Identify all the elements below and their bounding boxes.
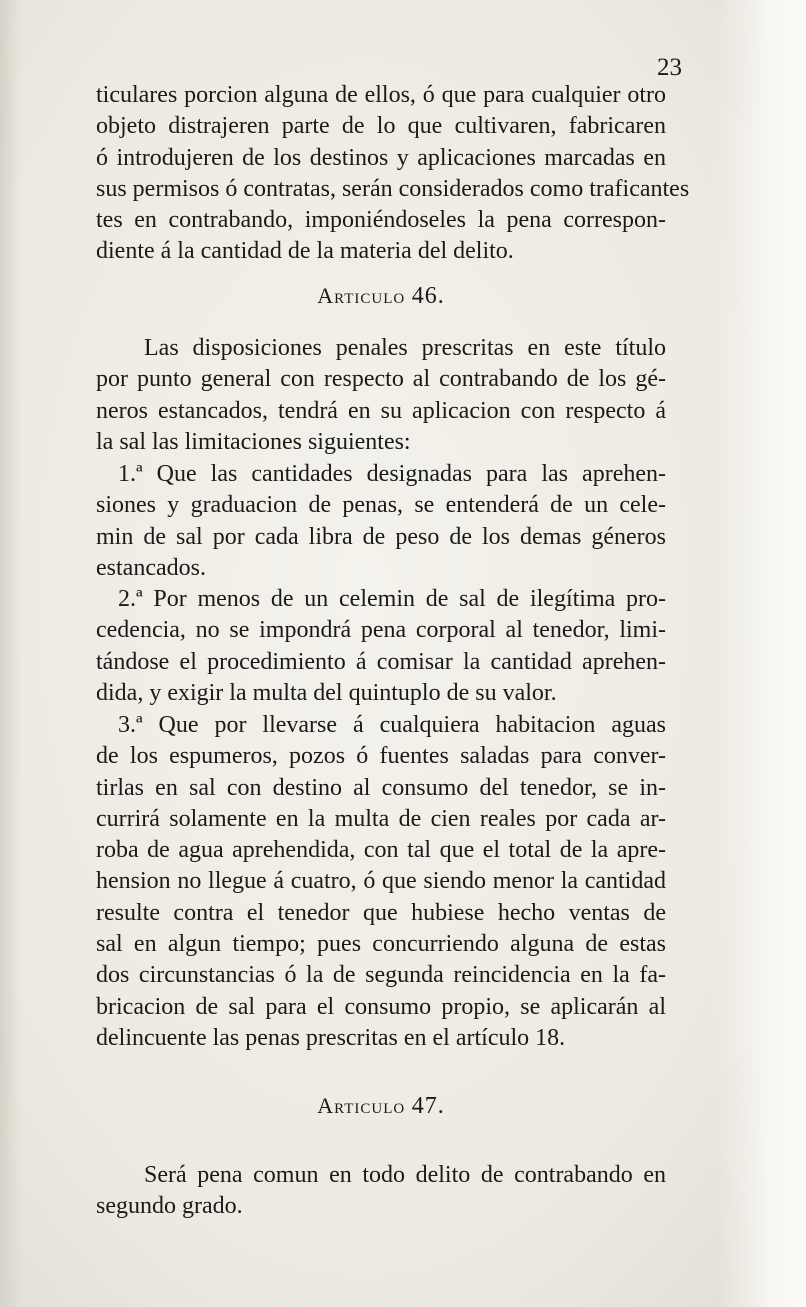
text-line: diente á la cantidad de la materia del delito. bbox=[96, 238, 514, 265]
article-47-heading bbox=[96, 1093, 666, 1120]
paragraph-continuation bbox=[96, 80, 690, 268]
text-line: currirá solamente en la multa de cien reales por cada ar- bbox=[96, 805, 666, 832]
text-line: siones y graduacion de penas, se entenderá de un cele- bbox=[96, 492, 666, 519]
text-line: resulte contra el tenedor que hubiese hecho ventas de bbox=[96, 899, 666, 926]
text-line: tirlas en sal con destino al consumo del tenedor, se in- bbox=[96, 774, 666, 801]
article-number: 47. bbox=[411, 1093, 445, 1119]
text-line: delincuente las penas prescritas en el artículo 18. bbox=[96, 1024, 566, 1051]
text-line: sus permisos ó contratas, serán considerados como traficantes bbox=[96, 175, 690, 202]
text-line: min de sal por cada libra de peso de los demas géneros bbox=[96, 523, 666, 550]
text-line: dos circunstancias ó la de segunda reincidencia en la fa- bbox=[96, 962, 666, 989]
text-line: roba de agua aprehendida, con tal que el total de la apre- bbox=[96, 837, 666, 864]
article-46-item-2 bbox=[96, 584, 666, 709]
text-line: Será pena comun en todo delito de contrabando en bbox=[144, 1162, 666, 1188]
text-line: 3.ª Que por llevarse á cualquiera habitacion aguas bbox=[118, 712, 666, 738]
text-line: 2.ª Por menos de un celemin de sal de ilegítima pro- bbox=[118, 586, 666, 612]
text-line: bricacion de sal para el consumo propio, se aplicarán al bbox=[96, 993, 666, 1020]
text-line: la sal las limitaciones siguientes: bbox=[96, 428, 411, 455]
text-line: estancados. bbox=[96, 554, 206, 581]
text-line: 1.ª Que las cantidades designadas para las aprehen- bbox=[118, 461, 666, 487]
text-line: segundo grado. bbox=[96, 1193, 243, 1220]
page-number: 23 bbox=[657, 54, 682, 81]
text-line: cedencia, no se impondrá pena corporal al tenedor, limi- bbox=[96, 617, 666, 644]
article-number: 46. bbox=[411, 283, 445, 309]
article-47-text bbox=[96, 1160, 666, 1223]
text-line: dida, y exigir la multa del quintuplo de su valor. bbox=[96, 679, 557, 706]
page-edge-light bbox=[716, 0, 806, 1307]
article-label: Articulo bbox=[317, 1093, 406, 1118]
text-line: hension no llegue á cuatro, ó que siendo menor la cantidad bbox=[96, 868, 666, 895]
text-line: Las disposiciones penales prescritas en este título bbox=[144, 335, 666, 361]
article-46-item-1 bbox=[96, 459, 666, 584]
text-line: tes en contrabando, imponiéndoseles la pena correspon- bbox=[96, 207, 666, 234]
article-label: Articulo bbox=[317, 283, 406, 308]
article-46-intro bbox=[96, 333, 666, 458]
article-46-heading bbox=[96, 283, 666, 310]
text-line: neros estancados, tendrá en su aplicacion con respecto á bbox=[96, 397, 666, 424]
article-46-item-3 bbox=[96, 710, 666, 1054]
text-line: sal en algun tiempo; pues concurriendo alguna de estas bbox=[96, 931, 666, 958]
page-gutter-shadow bbox=[0, 0, 22, 1307]
text-line: ó introdujeren de los destinos y aplicaciones marcadas en bbox=[96, 144, 666, 171]
text-line: tándose el procedimiento á comisar la cantidad aprehen- bbox=[96, 648, 666, 675]
text-line: objeto distrajeren parte de lo que cultivaren, fabricaren bbox=[96, 113, 666, 140]
text-line: de los espumeros, pozos ó fuentes saladas para conver- bbox=[96, 743, 666, 770]
text-line: ticulares porcion alguna de ellos, ó que para cualquier otro bbox=[96, 82, 666, 108]
text-line: por punto general con respecto al contrabando de los gé- bbox=[96, 366, 666, 393]
